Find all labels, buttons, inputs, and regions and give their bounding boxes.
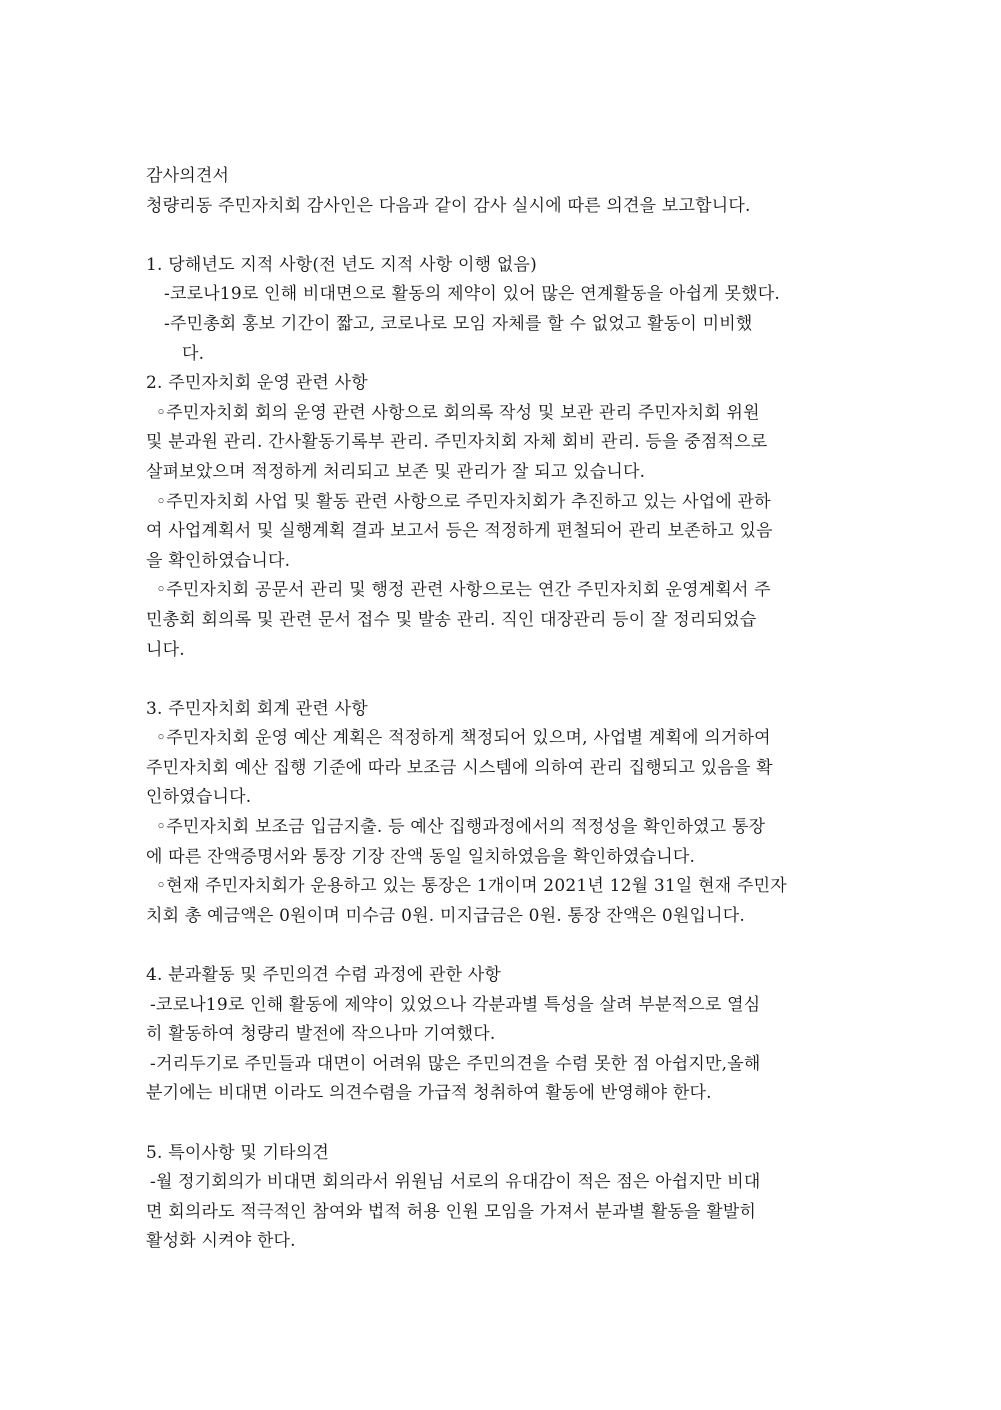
section-4-heading: 4. 분과활동 및 주민의견 수렴 과정에 관한 사항	[146, 965, 502, 986]
spacer	[146, 665, 862, 695]
section-1-item-1: -코로나19로 인해 비대면으로 활동의 제약이 있어 많은 연계활동을 아쉽게 못했다.	[164, 284, 780, 305]
section-2-heading: 2. 주민자치회 운영 관련 사항	[146, 373, 368, 394]
section-5-heading: 5. 특이사항 및 기타의견	[146, 1142, 330, 1163]
section-4-paragraph-2-line-2: 분기에는 비대면 이라도 의견수렴을 가급적 청취하여 활동에 반영해야 한다.	[146, 1083, 712, 1104]
section-2-paragraph-2-line-2: 여 사업계획서 및 실행계획 결과 보고서 등은 적정하게 편철되어 관리 보존하고 있음	[146, 521, 773, 542]
section-2-paragraph-2-line-3: 을 확인하였습니다.	[146, 550, 291, 571]
section-2-paragraph-3-line-1: ◦주민자치회 공문서 관리 및 행정 관련 사항으로는 연간 주민자치회 운영계획서 주	[156, 580, 771, 601]
section-5-paragraph-1-line-2: 면 회의라도 적극적인 참여와 법적 허용 인원 모임을 가져서 분과별 활동을 활발히	[146, 1201, 757, 1222]
section-5-paragraph-1-line-1: -월 정기회의가 비대면 회의라서 위원님 서로의 유대감이 적은 점은 아쉽지만 비대	[150, 1172, 761, 1193]
section-3-paragraph-3-line-2: 치회 총 예금액은 0원이며 미수금 0원. 미지급금은 0원. 통장 잔액은 0원입니다.	[146, 905, 745, 926]
spacer	[146, 221, 862, 251]
section-2-paragraph-1-line-2: 및 분과원 관리. 간사활동기록부 관리. 주민자치회 자체 회비 관리. 등을 중점적으로	[146, 432, 768, 453]
section-3-paragraph-1-line-1: ◦주민자치회 운영 예산 계획은 적정하게 책정되어 있으며, 사업별 계획에 의거하여	[156, 728, 771, 749]
section-2-paragraph-2-line-1: ◦주민자치회 사업 및 활동 관련 사항으로 주민자치회가 추진하고 있는 사업에 관하	[156, 491, 771, 512]
section-2-paragraph-1-line-1: ◦주민자치회 회의 운영 관련 사항으로 회의록 작성 및 보관 관리 주민자치회 위원	[156, 402, 760, 423]
document-intro: 청량리동 주민자치회 감사인은 다음과 같이 감사 실시에 따른 의견을 보고합니다.	[146, 195, 751, 216]
section-4-paragraph-1-line-1: -코로나19로 인해 활동에 제약이 있었으나 각분과별 특성을 살려 부분적으로 열심	[150, 994, 761, 1015]
section-3-paragraph-3-line-1: ◦현재 주민자치회가 운용하고 있는 통장은 1개이며 2021년 12월 31일 현재 주민자	[156, 876, 787, 897]
spacer	[146, 1109, 862, 1139]
section-2-paragraph-3-line-3: 니다.	[146, 639, 185, 660]
section-1-item-2-line-1: -주민총회 홍보 기간이 짧고, 코로나로 모임 자체를 할 수 없었고 활동이 미비했	[164, 313, 753, 334]
section-5-paragraph-1-line-3: 활성화 시켜야 한다.	[146, 1231, 296, 1252]
section-4-paragraph-2-line-1: -거리두기로 주민들과 대면이 어려워 많은 주민의견을 수렴 못한 점 아쉽지만,올해	[150, 1053, 761, 1074]
section-3-paragraph-1-line-2: 주민자치회 예산 집행 기준에 따라 보조금 시스템에 의하여 관리 집행되고 있음을 확	[146, 757, 773, 778]
section-4-paragraph-1-line-2: 히 활동하여 청량리 발전에 작으나마 기여했다.	[146, 1024, 496, 1045]
section-1-heading: 1. 당해년도 지적 사항(전 년도 지적 사항 이행 없음)	[146, 254, 537, 275]
section-3-heading: 3. 주민자치회 회계 관련 사항	[146, 698, 368, 719]
section-1-item-2-line-2: 다.	[182, 343, 205, 364]
section-3-paragraph-2-line-1: ◦주민자치회 보조금 입금지출. 등 예산 집행과정에서의 적정성을 확인하였고 통장	[156, 817, 766, 838]
section-2-paragraph-1-line-3: 살펴보았으며 적정하게 처리되고 보존 및 관리가 잘 되고 있습니다.	[146, 461, 646, 482]
section-2-paragraph-3-line-2: 민총회 회의록 및 관련 문서 접수 및 발송 관리. 직인 대장관리 등이 잘 정리되었습	[146, 609, 757, 630]
section-3-paragraph-2-line-2: 에 따른 잔액증명서와 통장 기장 잔액 동일 일치하였음을 확인하였습니다.	[146, 846, 696, 867]
spacer	[146, 931, 862, 961]
document-title: 감사의견서	[146, 166, 230, 186]
section-3-paragraph-1-line-3: 인하였습니다.	[146, 787, 252, 808]
document-page	[146, 162, 862, 1257]
